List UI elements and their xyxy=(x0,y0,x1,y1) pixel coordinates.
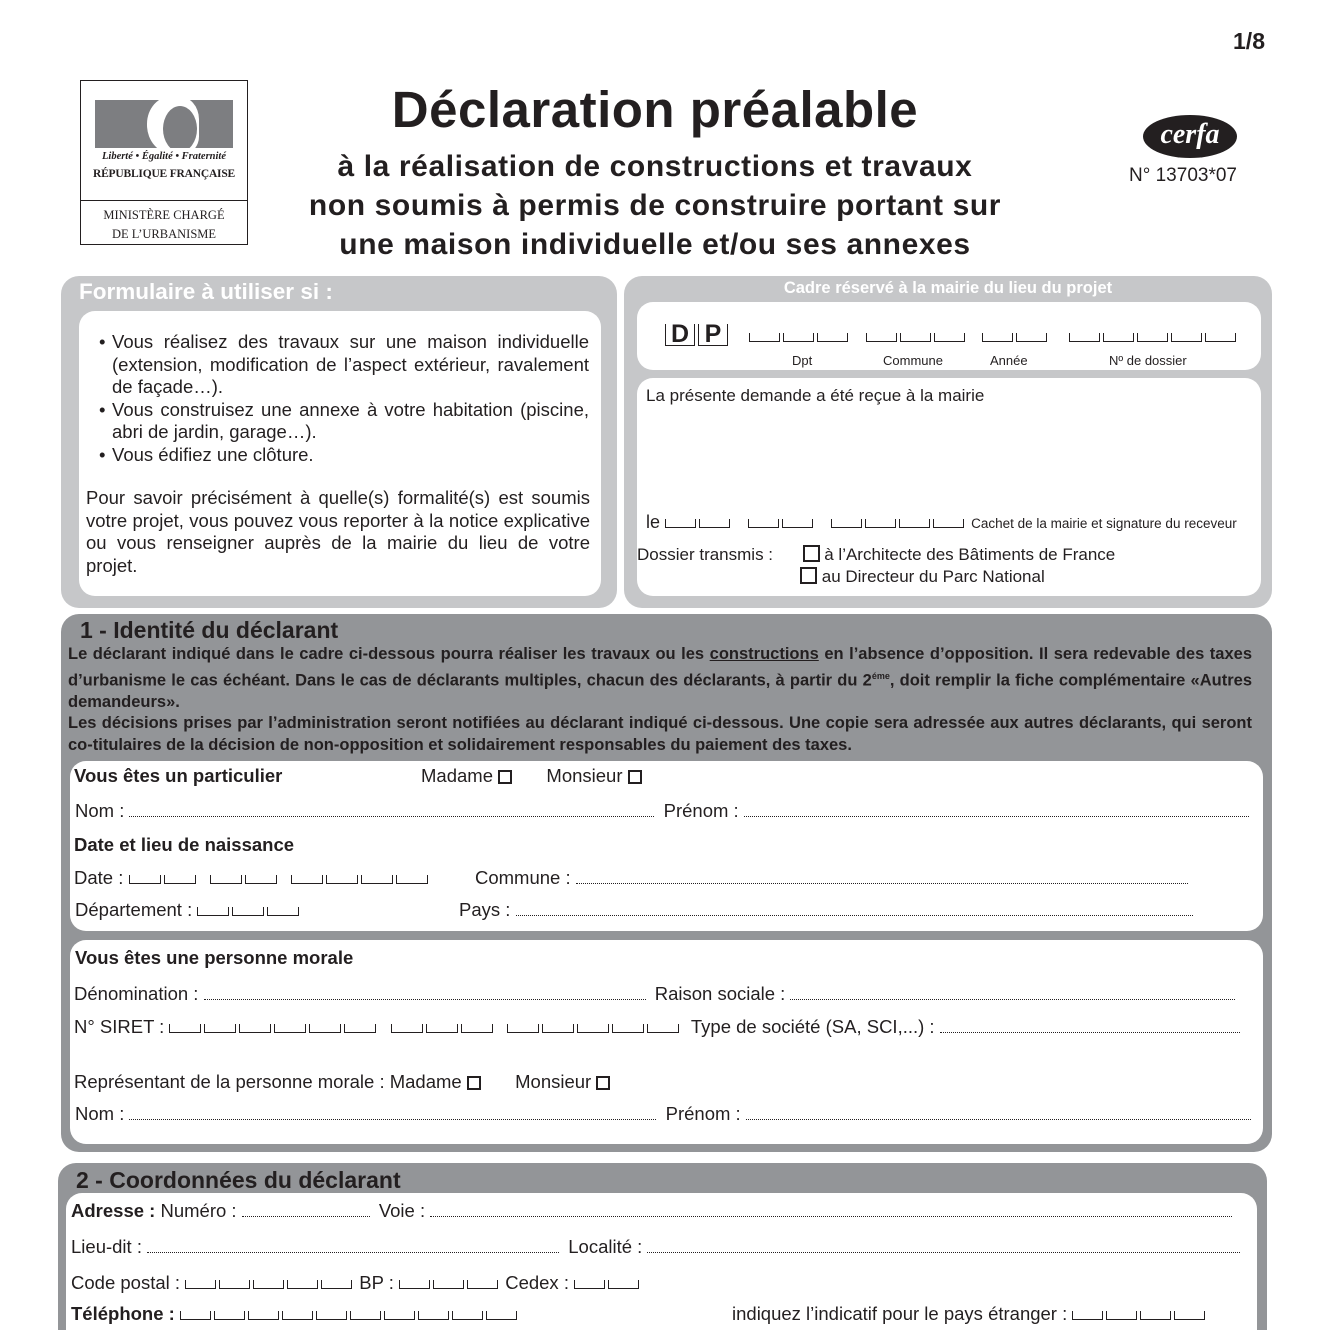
page-number: 1/8 xyxy=(1233,28,1265,54)
dossier-boxes[interactable] xyxy=(1069,333,1239,342)
raison-sociale-field[interactable] xyxy=(790,999,1235,1000)
cedex-boxes[interactable] xyxy=(574,1280,642,1289)
label-dossier: Nº de dossier xyxy=(1109,353,1187,368)
rep-nom-field[interactable] xyxy=(129,1119,656,1120)
dossier-number-field[interactable] xyxy=(665,320,1239,348)
birth-day[interactable] xyxy=(129,875,199,884)
label-annee: Année xyxy=(990,353,1028,368)
nom-field[interactable] xyxy=(129,816,654,817)
denomination-field[interactable] xyxy=(204,999,646,1000)
usage-list xyxy=(99,331,589,466)
particulier-heading: Vous êtes un particulier xyxy=(74,765,283,786)
checkbox-parc-national[interactable] xyxy=(800,567,817,584)
page-title: Déclaration préalable xyxy=(391,81,919,138)
birth-heading: Date et lieu de naissance xyxy=(74,834,295,855)
label-dpt: Dpt xyxy=(792,353,813,368)
cerfa-number: N° 13703*07 xyxy=(1129,165,1237,186)
page-subtitle: à la réalisation de constructions et travaux non soumis à permis de construire portant sur une maison individuelle et/ou ses annexes xyxy=(308,150,1002,261)
reception-date-day[interactable] xyxy=(665,519,733,528)
cerfa-logo: cerfa xyxy=(1143,115,1237,158)
reception-date-row: le Cachet de la mairie et signature du receveur xyxy=(646,512,1237,532)
indicatif-boxes[interactable] xyxy=(1072,1311,1208,1320)
bp-boxes[interactable] xyxy=(399,1280,500,1289)
checkbox-madame[interactable] xyxy=(498,770,512,784)
section2-heading: 2 - Coordonnées du déclarant xyxy=(76,1167,401,1193)
dossier-number-box xyxy=(637,302,1261,370)
telephone-boxes[interactable] xyxy=(180,1311,520,1320)
dp-letter-p: P xyxy=(698,324,728,346)
localite-field[interactable] xyxy=(647,1252,1240,1253)
form-usage-content xyxy=(79,311,601,596)
checkbox-rep-madame[interactable] xyxy=(467,1076,481,1090)
usage-item: • Vous réalisez des travaux sur une maison individuelle (extension, modification de l’aspect extérieur, ravalement de façade…). xyxy=(99,331,589,399)
section1-heading: 1 - Identité du déclarant xyxy=(80,617,339,643)
marianne-icon xyxy=(95,100,233,148)
logo-motto: Liberté • Égalité • Fraternité xyxy=(101,151,226,162)
birth-commune-field[interactable] xyxy=(576,883,1188,884)
coordonnees-box: Adresse : Numéro : Voie : Lieu-dit : Localité : Code postal : BP : Cedex : Téléphone : indiquez l’indicatif pour le pays étranger : xyxy=(66,1193,1257,1330)
commune-boxes[interactable] xyxy=(866,333,968,342)
particulier-box: Vous êtes un particulier Madame Monsieur Nom : Prénom : Date et lieu de naissance Date : Commune : Département : Pays : xyxy=(70,761,1263,931)
siret-part2[interactable] xyxy=(391,1024,496,1033)
section-identite xyxy=(61,614,1272,1152)
howto-text: Pour savoir précisément à quelle(s) formalité(s) est soumis votre projet, vous pouvez vous reporter à la notice explicative ou vous renseigner auprès de la mairie du lieu de votre projet. xyxy=(86,487,590,576)
siret-siren[interactable] xyxy=(169,1024,379,1033)
lieu-dit-field[interactable] xyxy=(147,1252,559,1253)
personne-morale-box: Vous êtes une personne morale Dénomination : Raison sociale : N° SIRET : Type de société (SA, SCI,...) : Représentant de la personne morale : Madame Monsieur Nom : Prénom : xyxy=(70,940,1263,1144)
dp-letter-d: D xyxy=(665,324,695,346)
reception-date-year[interactable] xyxy=(831,519,966,528)
numero-field[interactable] xyxy=(242,1216,370,1217)
logo-ministry: MINISTÈRE CHARGÉ DE L’URBANISME xyxy=(103,208,225,241)
morale-heading: Vous êtes une personne morale xyxy=(75,947,354,968)
republique-francaise-logo xyxy=(80,80,248,245)
usage-item: • Vous édifiez une clôture. xyxy=(99,444,589,467)
transmis-label: Dossier transmis : xyxy=(637,545,774,564)
mairie-heading: Cadre réservé à la mairie du lieu du projet xyxy=(783,279,1113,297)
voie-field[interactable] xyxy=(430,1216,1232,1217)
dossier-transmis: Dossier transmis : à l’Architecte des Bâtiments de France au Directeur du Parc National xyxy=(637,545,1116,586)
siret-part3[interactable] xyxy=(507,1024,682,1033)
section1-intro: Le déclarant indiqué dans le cadre ci-dessous pourra réaliser les travaux ou les constructions en l’absence d’opposition. Il sera redevable des taxes d’urbanisme le cas échéant. Dans le cas de déclarants multiples, chacun des déclarants, à partir du $2^{éme}$, doit remplir la fiche complémentaire «Autres demandeurs». Les décisions prises par l’administration seront notifiées au déclarant indiqué ci-dessous. Une copie sera adressée aux autres déclarants, qui seront co-titulaires de la décision de non-opposition et solidairement responsables du paiement des taxes. xyxy=(68,645,1252,754)
checkbox-abf[interactable] xyxy=(803,545,820,562)
reception-box xyxy=(637,378,1261,596)
section-coordonnees xyxy=(58,1163,1267,1330)
logo-republic: RÉPUBLIQUE FRANÇAISE xyxy=(92,168,235,180)
checkbox-monsieur[interactable] xyxy=(628,770,642,784)
dpt-boxes[interactable] xyxy=(749,333,851,342)
cachet-label: Cachet de la mairie et signature du receveur xyxy=(971,516,1237,531)
reception-date-month[interactable] xyxy=(748,519,816,528)
birth-departement[interactable] xyxy=(197,907,302,916)
checkbox-rep-monsieur[interactable] xyxy=(596,1076,610,1090)
code-postal-boxes[interactable] xyxy=(185,1280,354,1289)
mairie-reserved-panel xyxy=(624,276,1272,608)
form-usage-heading: Formulaire à utiliser si : xyxy=(79,279,333,304)
rep-prenom-field[interactable] xyxy=(746,1119,1251,1120)
birth-pays-field[interactable] xyxy=(516,915,1193,916)
type-societe-field[interactable] xyxy=(940,1032,1240,1033)
reception-text: La présente demande a été reçue à la mairie xyxy=(646,386,985,405)
label-commune: Commune xyxy=(883,353,943,368)
form-usage-panel xyxy=(61,276,617,608)
birth-year[interactable] xyxy=(291,875,431,884)
usage-item: • Vous construisez une annexe à votre habitation (piscine, abri de jardin, garage…). xyxy=(99,399,589,444)
birth-month[interactable] xyxy=(210,875,280,884)
prenom-field[interactable] xyxy=(744,816,1249,817)
annee-boxes[interactable] xyxy=(982,333,1050,342)
